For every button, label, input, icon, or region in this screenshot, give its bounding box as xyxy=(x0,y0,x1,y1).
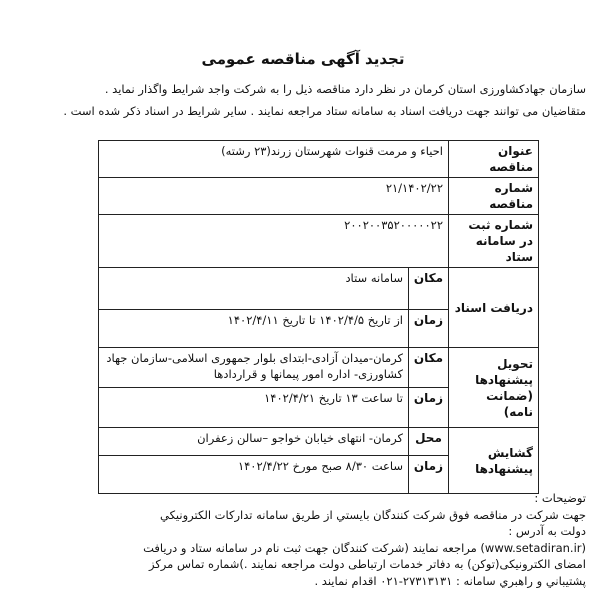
notes-heading: توضیحات : xyxy=(534,491,586,505)
value-receive-time: از تاریخ ۱۴۰۲/۴/۵ تا تاریخ ۱۴۰۲/۴/۱۱ xyxy=(99,310,409,348)
intro-line-1: سازمان جهادکشاورزی استان کرمان در نظر دارد مناقصه ذیل را به شرکت واجد شرایط واگذار نماید . xyxy=(104,82,586,96)
value-tender-title: احیاء و مرمت قنوات شهرستان زرند(۲۳ رشته) xyxy=(99,141,449,178)
notes-line-1: جهت شرکت در مناقصه فوق شرکت کنندگان بایستي از طریق سامانه تدارکات الکترونیکي xyxy=(160,507,586,522)
label-opening-proposals: گشایش پیشنهادها xyxy=(449,428,539,494)
label-tender-title: عنوان مناقصه xyxy=(449,141,539,178)
label-receive-documents: دریافت اسناد xyxy=(449,268,539,348)
intro-line-2: متقاضیان می توانند جهت دریافت اسناد به سامانه ستاد مراجعه نمایند . سایر شرایط در اسناد ذکر شده است . xyxy=(63,104,586,118)
table-row-deliver-place xyxy=(99,348,539,388)
table-row-opening-place xyxy=(99,428,539,456)
table-row-tender-title xyxy=(99,141,539,178)
notes-line-5: پشتیباني و راهبري سامانه : ۲۷۳۱۳۱۳۱-۰۲۱ اقدام نمایند . xyxy=(314,573,586,588)
value-tender-number: ۲۱/۱۴۰۲/۲۲ xyxy=(99,178,449,215)
table-row-tender-number xyxy=(99,178,539,215)
notice-title: تجدید آگهی مناقصه عمومی xyxy=(201,50,405,68)
label-deliver-proposals: تحویل پیشنهادها (ضمانت نامه) xyxy=(449,348,539,428)
label-opening-time: زمان xyxy=(409,456,449,494)
label-setad-number: شماره ثبت در سامانه ستاد xyxy=(449,215,539,268)
value-receive-place: سامانه ستاد xyxy=(99,268,409,310)
value-setad-number: ۲۰۰۲۰۰۳۵۲۰۰۰۰۰۲۲ xyxy=(99,215,449,268)
value-deliver-place: کرمان-میدان آزادی-ابتدای بلوار جمهوری اسلامی-سازمان جهاد کشاورزی- اداره امور پیمانها و قراردادها xyxy=(99,348,409,388)
notes-line-3: (www.setadiran.ir) مراجعه نمایند (شرکت کنندگان جهت ثبت نام در سامانه ستاد و دریافت xyxy=(143,540,586,555)
notes-line-4: امضای الکترونیکی(توکن) به دفاتر خدمات ارتباطی دولت مراجعه نمایند .)شماره تماس مرکز xyxy=(148,557,586,571)
table-row-setad-number xyxy=(99,215,539,268)
notes-line-2: دولت به آدرس : xyxy=(508,524,586,538)
table-row-receive-place xyxy=(99,268,539,310)
notes-section xyxy=(20,490,586,589)
label-tender-number: شماره مناقصه xyxy=(449,178,539,215)
label-deliver-place: مکان xyxy=(409,348,449,388)
label-receive-time: زمان xyxy=(409,310,449,348)
value-opening-time: ساعت ۸/۳۰ صبح مورخ ۱۴۰۲/۴/۲۲ xyxy=(99,456,409,494)
label-opening-place: محل xyxy=(409,428,449,456)
label-deliver-time: زمان xyxy=(409,388,449,428)
value-deliver-time: تا ساعت ۱۳ تاریخ ۱۴۰۲/۴/۲۱ xyxy=(99,388,409,428)
value-opening-place: کرمان- انتهای خیابان خواجو –سالن زعفران xyxy=(99,428,409,456)
tender-details-table xyxy=(98,140,539,494)
label-receive-place: مکان xyxy=(409,268,449,310)
